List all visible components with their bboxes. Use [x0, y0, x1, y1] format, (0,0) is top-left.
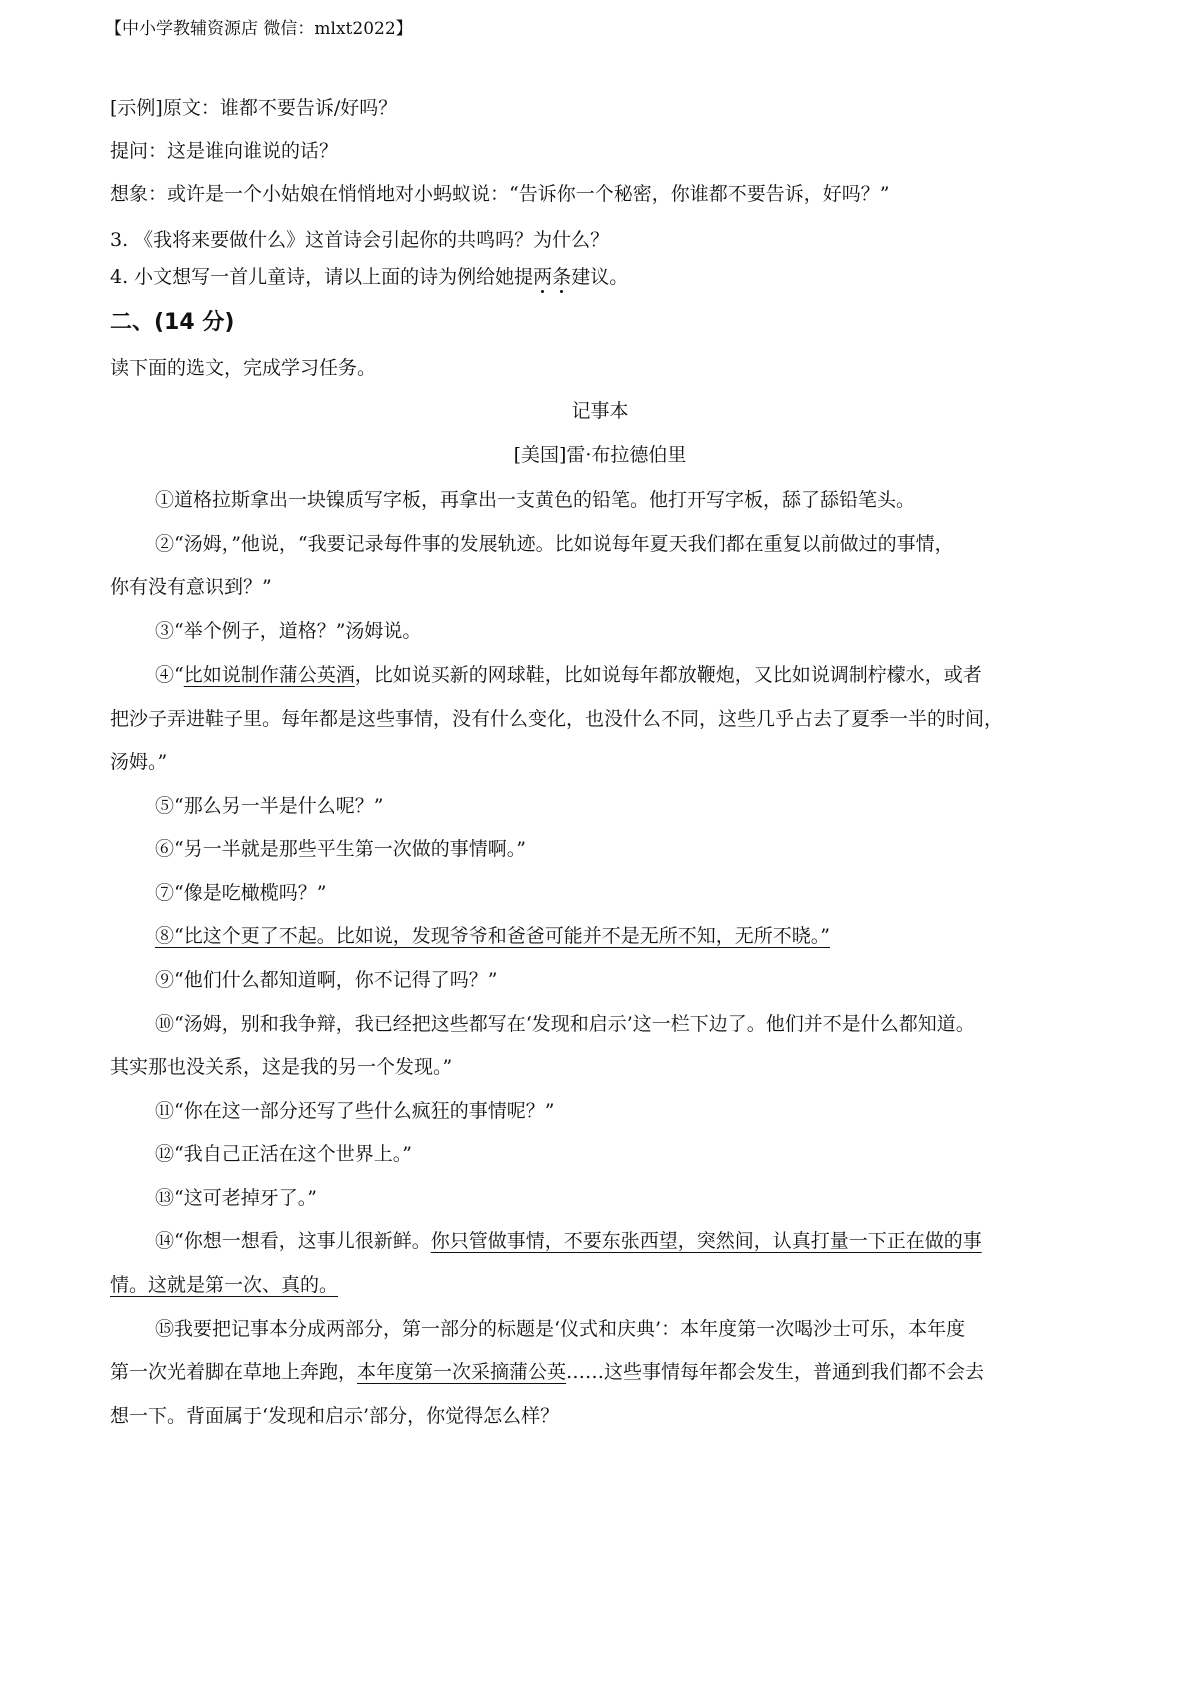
- paragraph-15-text: 第一次光着脚在草地上奔跑，: [110, 1361, 358, 1383]
- paragraph-1: ①道格拉斯拿出一块镍质写字板，再拿出一支黄色的铅笔。他打开写字板，舔了舔铅笔头。: [155, 489, 916, 511]
- paragraph-15-underlined: 本年度第一次采摘蒲公英: [357, 1361, 567, 1383]
- section-heading: 二、(14 分): [110, 310, 235, 335]
- paragraph-14-line-2: 情。这就是第一次、真的。: [110, 1274, 339, 1296]
- paragraph-10-line-1: ⑩“汤姆，别和我争辩，我已经把这些都写在‘发现和启示’这一栏下边了。他们并不是什么都知道。: [155, 1013, 975, 1035]
- paragraph-6: ⑥“另一半就是那些平生第一次做的事情啊。”: [155, 838, 526, 860]
- question-4-emphasis: 条: [552, 266, 572, 288]
- paragraph-13: ⑬“这可老掉牙了。”: [155, 1187, 317, 1209]
- watermark-header: 【中小学教辅资源店 微信：mlxt2022】: [105, 19, 413, 39]
- article-author: [美国]雷·布拉德伯里: [513, 444, 687, 466]
- paragraph-15-text: ……这些事情每年都会发生，普通到我们都不会去: [566, 1361, 985, 1383]
- paragraph-11: ⑪“你在这一部分还写了些什么疯狂的事情呢？”: [155, 1100, 555, 1122]
- question-4-text: 建议。: [571, 266, 629, 288]
- paragraph-3: ③“举个例子，道格？”汤姆说。: [155, 620, 422, 642]
- question-4-emphasis: 两: [533, 266, 553, 288]
- paragraph-14-text: ⑭“你想一想看，这事儿很新鲜。: [155, 1230, 431, 1252]
- section-instruction: 读下面的选文，完成学习任务。: [110, 357, 377, 379]
- paragraph-4-line-3: 汤姆。”: [110, 751, 168, 773]
- paragraph-4-text: ④“: [155, 664, 184, 686]
- question-4-text: 4. 小文想写一首儿童诗，请以上面的诗为例给她提: [110, 266, 534, 288]
- example-imagine: 想象：或许是一个小姑娘在悄悄地对小蚂蚁说：“告诉你一个秘密，你谁都不要告诉，好吗？”: [110, 183, 890, 205]
- paragraph-14-line-1: [155, 1228, 982, 1254]
- paragraph-15-line-2: [110, 1359, 984, 1385]
- paragraph-5: ⑤“那么另一半是什么呢？”: [155, 795, 384, 817]
- question-4: [110, 264, 628, 290]
- paragraph-7: ⑦“像是吃橄榄吗？”: [155, 882, 327, 904]
- paragraph-4-line-2: 把沙子弄进鞋子里。每年都是这些事情，没有什么变化，也没什么不同，这些几乎占去了夏季一半的时间，: [110, 708, 1004, 730]
- paragraph-14-underlined: 你只管做事情，不要东张西望，突然间，认真打量一下正在做的事: [430, 1230, 982, 1252]
- paragraph-8: ⑧“比这个更了不起。比如说，发现爷爷和爸爸可能并不是无所不知，无所不晓。”: [155, 925, 830, 947]
- paragraph-15-line-1: ⑮我要把记事本分成两部分，第一部分的标题是‘仪式和庆典’：本年度第一次喝沙士可乐，本年度: [155, 1318, 966, 1340]
- paragraph-9: ⑨“他们什么都知道啊，你不记得了吗？”: [155, 969, 498, 991]
- paragraph-4-text: ，比如说买新的网球鞋，比如说每年都放鞭炮，又比如说调制柠檬水，或者: [354, 664, 982, 686]
- paragraph-4-line-1: [155, 662, 982, 688]
- paragraph-2-line-1: ②“汤姆，”他说，“我要记录每件事的发展轨迹。比如说每年夏天我们都在重复以前做过的事情，: [155, 533, 954, 555]
- paragraph-2-line-2: 你有没有意识到？”: [110, 576, 272, 598]
- question-3: 3. 《我将来要做什么》这首诗会引起你的共鸣吗？为什么？: [110, 229, 610, 251]
- example-original: [示例]原文：谁都不要告诉/好吗？: [110, 97, 398, 119]
- example-question: 提问：这是谁向谁说的话？: [110, 140, 339, 162]
- article-title: 记事本: [571, 400, 629, 422]
- paragraph-10-line-2: 其实那也没关系，这是我的另一个发现。”: [110, 1056, 453, 1078]
- paragraph-4-underlined: 比如说制作蒲公英酒: [183, 664, 355, 686]
- paragraph-12: ⑫“我自己正活在这个世界上。”: [155, 1143, 412, 1165]
- paragraph-15-line-3: 想一下。背面属于‘发现和启示’部分，你觉得怎么样？: [110, 1405, 560, 1427]
